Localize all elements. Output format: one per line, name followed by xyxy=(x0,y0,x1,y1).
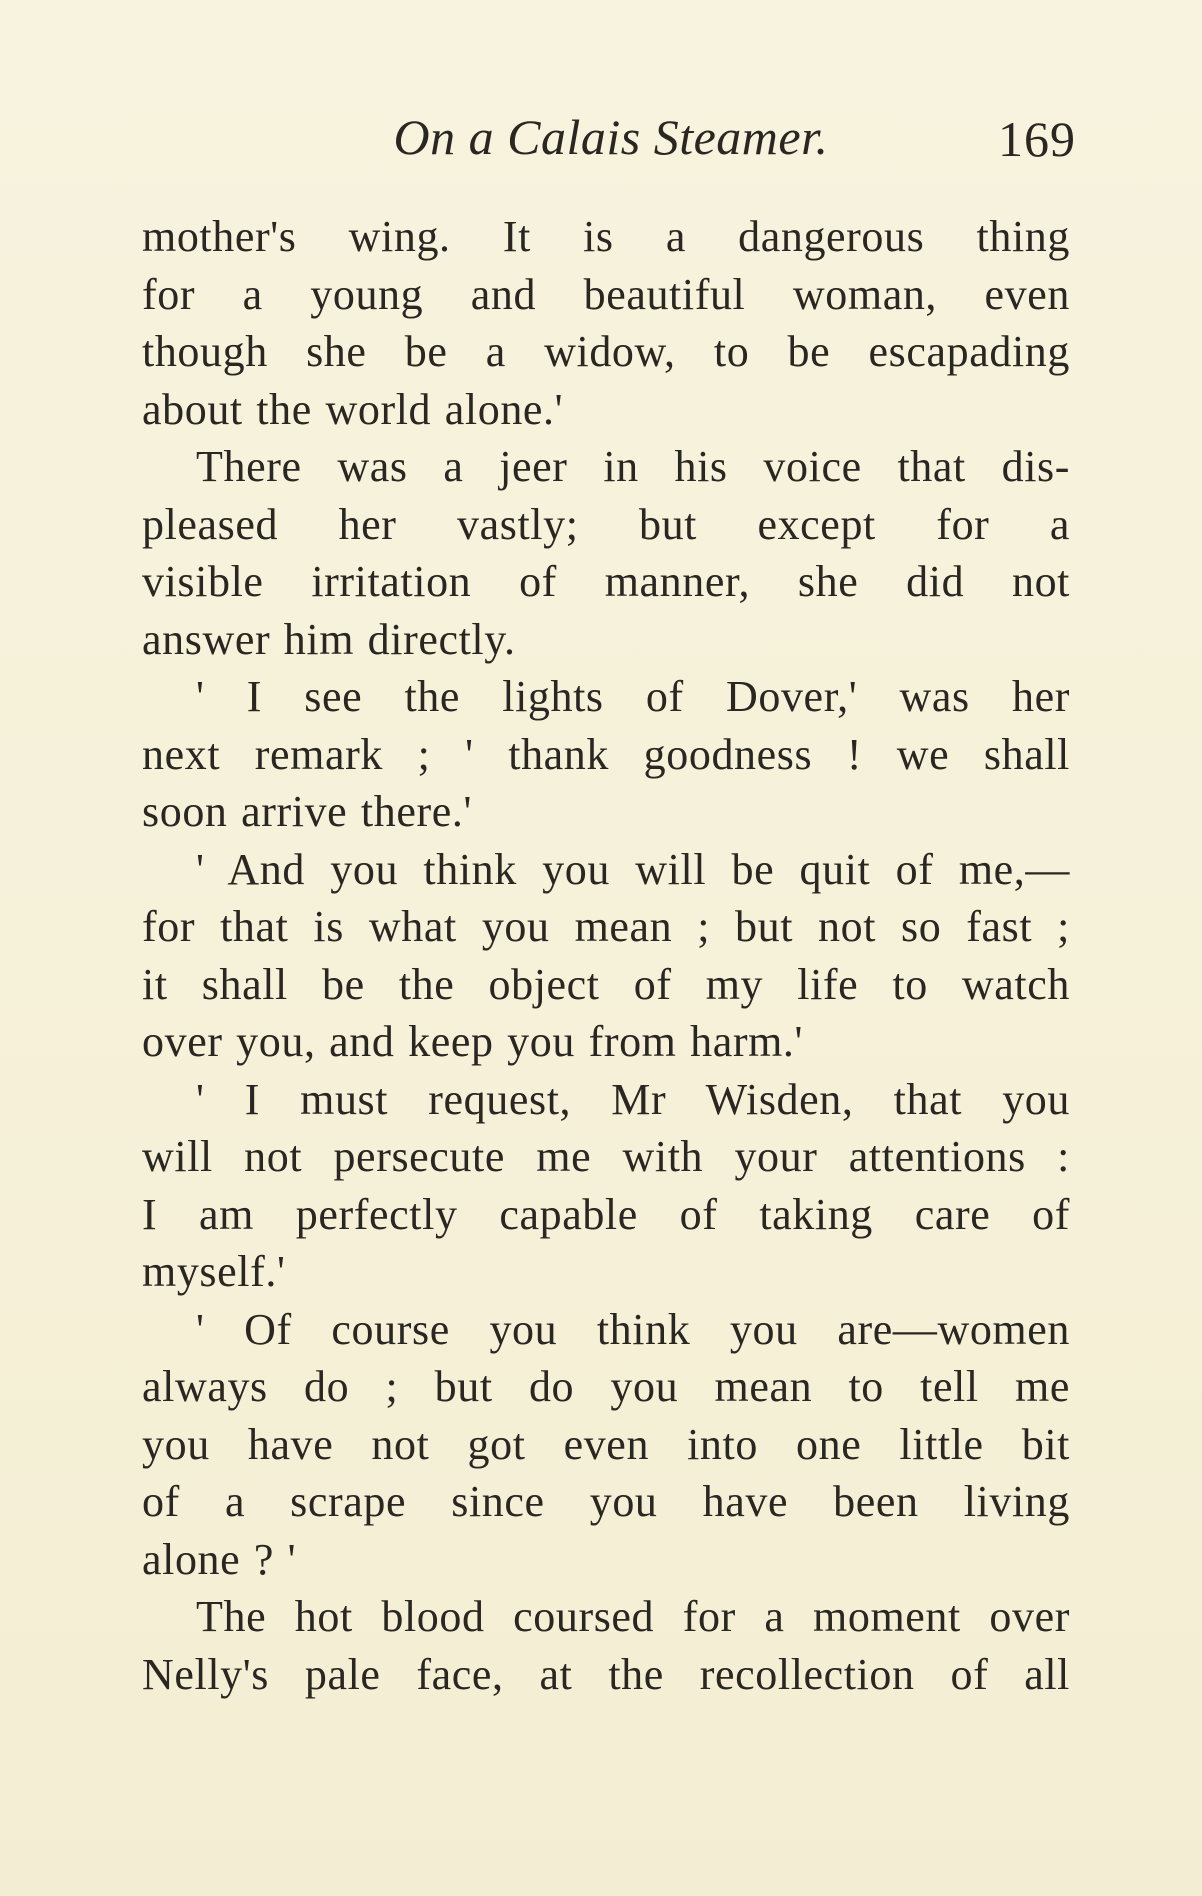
text-line: it shall be the object of my life to watch xyxy=(142,959,1070,1009)
page-number: 169 xyxy=(998,111,1076,167)
text-line: though she be a widow, to be escapading xyxy=(142,327,1070,376)
text-line: for that is what you mean ; but not so fast ; xyxy=(142,902,1070,951)
text-line: myself.' xyxy=(142,1247,286,1296)
text-line: always do ; but do you mean to tell me xyxy=(142,1362,1070,1411)
text-line: ' And you think you will be quit of me,— xyxy=(196,844,1070,894)
text-line: visible irritation of manner, she did not xyxy=(142,557,1070,606)
text-line: Nelly's pale face, at the recollection of all xyxy=(142,1649,1070,1699)
text-line: pleased her vastly; but except for a xyxy=(142,499,1070,549)
text-line: will not persecute me with your attentions : xyxy=(142,1132,1070,1181)
text-line: of a scrape since you have been living xyxy=(142,1477,1070,1526)
text-line: mother's wing. It is a dangerous thing xyxy=(142,212,1070,261)
text-line: There was a jeer in his voice that dis- xyxy=(196,442,1070,491)
text-line: over you, and keep you from harm.' xyxy=(142,1017,804,1066)
text-line: ' I must request, Mr Wisden, that you xyxy=(196,1074,1070,1124)
running-head xyxy=(140,108,1082,168)
text-line: alone ? ' xyxy=(142,1534,297,1584)
text-line: The hot blood coursed for a moment over xyxy=(196,1592,1070,1641)
text-line: about the world alone.' xyxy=(142,384,564,434)
text-line: for a young and beautiful woman, even xyxy=(142,269,1070,319)
text-line: ' Of course you think you are—women xyxy=(196,1304,1070,1354)
text-line: answer him directly. xyxy=(142,614,516,664)
text-line: ' I see the lights of Dover,' was her xyxy=(196,672,1070,721)
text-line: soon arrive there.' xyxy=(142,787,472,836)
text-line: I am perfectly capable of taking care of xyxy=(142,1189,1070,1239)
body-text xyxy=(142,208,1070,1703)
text-line: you have not got even into one little bit xyxy=(142,1419,1070,1469)
text-line: next remark ; ' thank goodness ! we shall xyxy=(142,729,1070,779)
running-title: On a Calais Steamer. xyxy=(393,109,829,165)
